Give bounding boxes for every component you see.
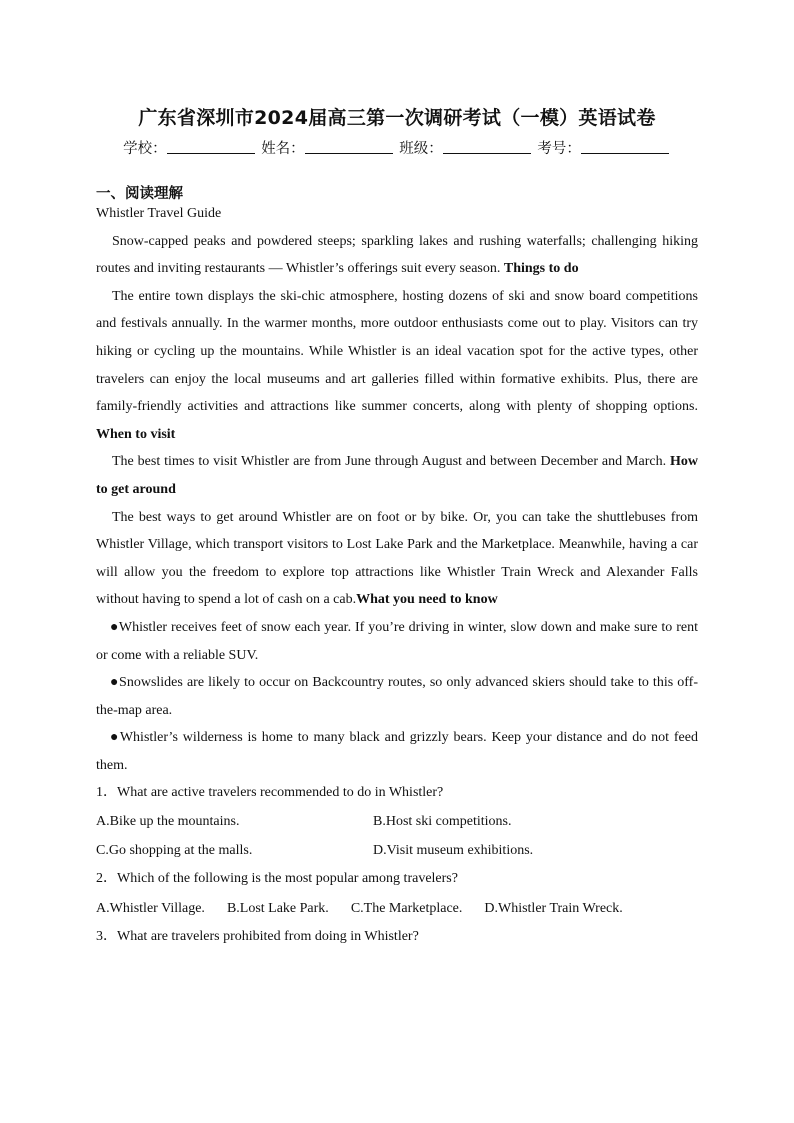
- how-paragraph: The best ways to get around Whistler are on foot or by bike. Or, you can take the shuttlebuses from Whistler Village, which transport visitors to Lost Lake Park and the Marketplace. Meanwhile, having a car will allow you the freedom to explore top attractions like Whistler Train Wreck and Alexander Falls without having to spend a lot of cash on a cab.What you need to know: [96, 509, 698, 608]
- option-a[interactable]: A.Bike up the mountains.: [96, 814, 240, 830]
- bullet-item: ●Snowslides are likely to occur on Backcountry routes, so only advanced skiers should take to this off-the-map area.: [96, 675, 698, 718]
- name-blank[interactable]: [305, 139, 393, 154]
- when-paragraph: The best times to visit Whistler are from June through August and between December and March. How to get around: [96, 454, 699, 497]
- question-1-options-row2: [96, 837, 698, 866]
- option-a[interactable]: A.Whistler Village.: [96, 900, 205, 916]
- things-paragraph: The entire town displays the ski-chic atmosphere, hosting dozens of ski and snow board competitions and festivals annually. In the warmer months, more outdoor enthusiasts come out to play. Visitors can try hiking or cycling up the mountains. While Whistler is an ideal vacation spot for the active types, other travelers can enjoy the local museums and art galleries filled within formative exhibits. Plus, there are family-friendly activities and attractions like summer concerts, along with plenty of shopping options. When to visit: [96, 288, 698, 442]
- option-d[interactable]: D.Whistler Train Wreck.: [484, 900, 623, 916]
- school-label: 学校：: [123, 141, 167, 157]
- option-b[interactable]: B.Host ski competitions.: [373, 814, 512, 830]
- question-2-stem: 2．Which of the following is the most popular among travelers?: [96, 871, 458, 887]
- school-blank[interactable]: [167, 139, 255, 154]
- question-2-options: [96, 894, 698, 923]
- intro-paragraph: Snow-capped peaks and powdered steeps; sparkling lakes and rushing waterfalls; challenging hiking routes and inviting restaurants — Whistler’s offerings suit every season. Things to do: [96, 233, 698, 277]
- heading-what-you-need-to-know: What you need to know: [356, 592, 498, 608]
- name-label: 姓名：: [261, 141, 305, 157]
- option-c[interactable]: C.The Marketplace.: [350, 900, 463, 916]
- heading-when-to-visit: When to visit: [96, 426, 176, 442]
- class-label: 班级：: [399, 141, 443, 157]
- reading-passage: [96, 200, 698, 951]
- class-blank[interactable]: [443, 139, 531, 154]
- student-info-line: [96, 137, 698, 158]
- bullet-item: ●Whistler receives feet of snow each year. If you’re driving in winter, slow down and make sure to rent or come with a reliable SUV.: [96, 619, 698, 663]
- section-heading: 一、阅读理解: [96, 186, 183, 202]
- option-c[interactable]: C.Go shopping at the malls.: [96, 842, 253, 858]
- exam-number-label: 考号：: [537, 141, 581, 157]
- heading-how-to-get-around: How to get around: [96, 454, 699, 497]
- heading-things-to-do: Things to do: [503, 261, 579, 277]
- bullet-item: ●Whistler’s wilderness is home to many black and grizzly bears. Keep your distance and do not feed them.: [96, 730, 698, 773]
- exam-number-blank[interactable]: [581, 139, 669, 154]
- question-1-stem: 1．What are active travelers recommended to do in Whistler?: [96, 785, 444, 801]
- option-b[interactable]: B.Lost Lake Park.: [226, 900, 329, 916]
- question-1-options: [96, 808, 698, 837]
- question-3-stem: 3．What are travelers prohibited from doing in Whistler?: [96, 928, 419, 944]
- article-title: Whistler Travel Guide: [96, 206, 222, 221]
- exam-title: 广东省深圳市2024届高三第一次调研考试（一模）英语试卷: [138, 107, 656, 129]
- option-d[interactable]: D.Visit museum exhibitions.: [373, 842, 534, 858]
